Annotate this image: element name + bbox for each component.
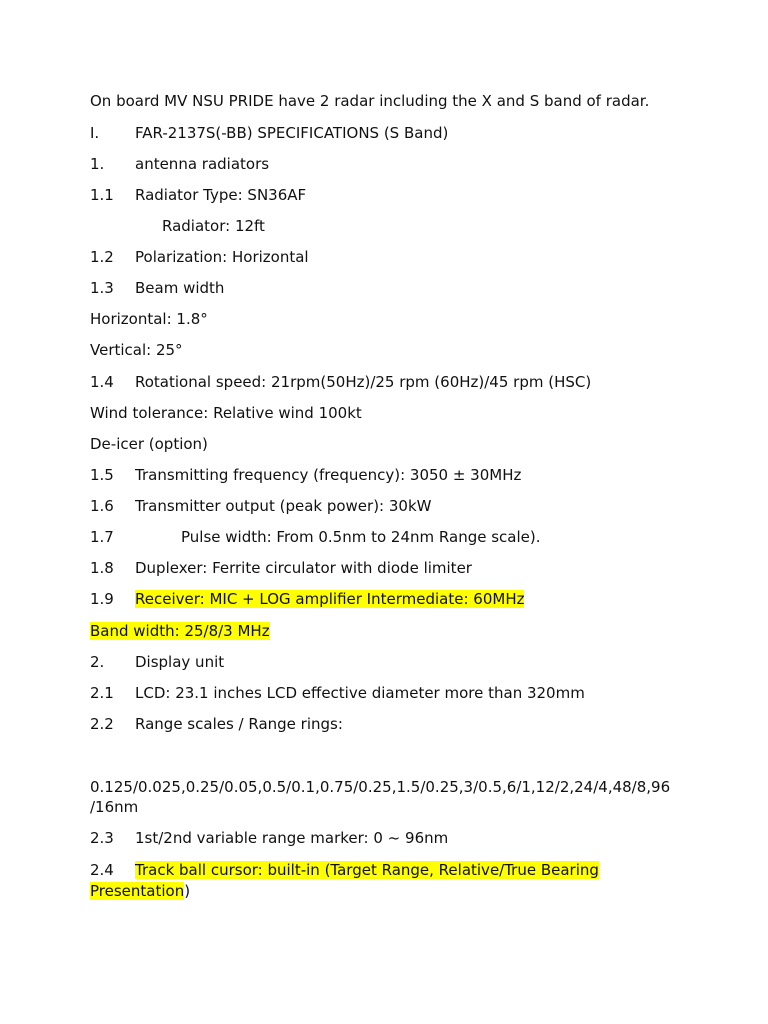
spec-item-1-5 (90, 465, 521, 485)
spec-item-2-1 (90, 683, 585, 703)
radiator-size: Radiator: 12ft (162, 217, 265, 235)
item-number: 2. (90, 653, 105, 671)
item-text: Range scales / Range rings: (135, 715, 343, 733)
item-number: 1.6 (90, 497, 114, 515)
spec-item-2-2 (90, 714, 343, 734)
item-text: antenna radiators (135, 155, 270, 173)
section-heading (90, 123, 448, 143)
spec-item-2-4-continued (90, 881, 190, 901)
spec-item-1-1 (90, 185, 306, 205)
item-text: 1st/2nd variable range marker: 0 ~ 96nm (135, 829, 449, 847)
bandwidth (90, 621, 270, 641)
item-text: Radiator Type: SN36AF (135, 186, 307, 204)
item-text: Duplexer: Ferrite circulator with diode limiter (135, 559, 472, 577)
range-values-continued: /16nm (90, 798, 139, 816)
spec-item-1-9 (90, 589, 524, 609)
spec-item-2 (90, 652, 224, 672)
item-number: 2.2 (90, 715, 114, 733)
beam-horizontal: Horizontal: 1.8° (90, 310, 208, 328)
item-number: 1.3 (90, 279, 114, 297)
range-values: 0.125/0.025,0.25/0.05,0.5/0.1,0.75/0.25,1.5/0.25,3/0.5,6/1,12/2,24/4,48/8,96 (90, 778, 671, 796)
item-number: 2.1 (90, 684, 114, 702)
item-text: LCD: 23.1 inches LCD effective diameter more than 320mm (135, 684, 585, 702)
item-number: 1. (90, 155, 105, 173)
spec-item-2-3 (90, 828, 448, 848)
spec-item-1-2 (90, 247, 309, 267)
wind-tolerance: Wind tolerance: Relative wind 100kt (90, 404, 362, 422)
item-number: 1.7 (90, 528, 114, 546)
section-title: FAR-2137S(-BB) SPECIFICATIONS (S Band) (135, 124, 449, 142)
item-text: Polarization: Horizontal (135, 248, 309, 266)
de-icer: De-icer (option) (90, 435, 208, 453)
item-text: Pulse width: From 0.5nm to 24nm Range scale). (181, 528, 541, 546)
item-text: Transmitter output (peak power): 30kW (135, 497, 432, 515)
spec-item-1 (90, 154, 269, 174)
section-number: I. (90, 124, 100, 142)
closing-paren: ) (184, 882, 191, 900)
item-number: 1.5 (90, 466, 114, 484)
highlighted-text: Band width: 25/8/3 MHz (90, 622, 270, 640)
item-number: 1.4 (90, 373, 114, 391)
item-number: 1.8 (90, 559, 114, 577)
spec-item-1-7 (90, 527, 541, 547)
beam-vertical: Vertical: 25° (90, 341, 183, 359)
item-number: 2.3 (90, 829, 114, 847)
item-text: Beam width (135, 279, 225, 297)
intro-paragraph: On board MV NSU PRIDE have 2 radar including the X and S band of radar. (90, 92, 650, 110)
highlighted-text: Receiver: MIC + LOG amplifier Intermediate: 60MHz (135, 590, 525, 608)
item-text: Transmitting frequency (frequency): 3050 ± 30MHz (135, 466, 522, 484)
item-text: Rotational speed: 21rpm(50Hz)/25 rpm (60Hz)/45 rpm (HSC) (135, 373, 592, 391)
item-number: 1.2 (90, 248, 114, 266)
spec-item-1-8 (90, 558, 472, 578)
spec-item-2-4 (90, 860, 599, 880)
spec-item-1-6 (90, 496, 431, 516)
spec-item-1-4 (90, 372, 591, 392)
item-number: 1.1 (90, 186, 114, 204)
highlighted-text: Track ball cursor: built-in (Target Range, Relative/True Bearing (135, 861, 599, 879)
item-text: Display unit (135, 653, 225, 671)
item-number: 2.4 (90, 861, 114, 879)
highlighted-text: Presentation (90, 882, 185, 900)
spec-item-1-3 (90, 278, 224, 298)
item-number: 1.9 (90, 590, 114, 608)
